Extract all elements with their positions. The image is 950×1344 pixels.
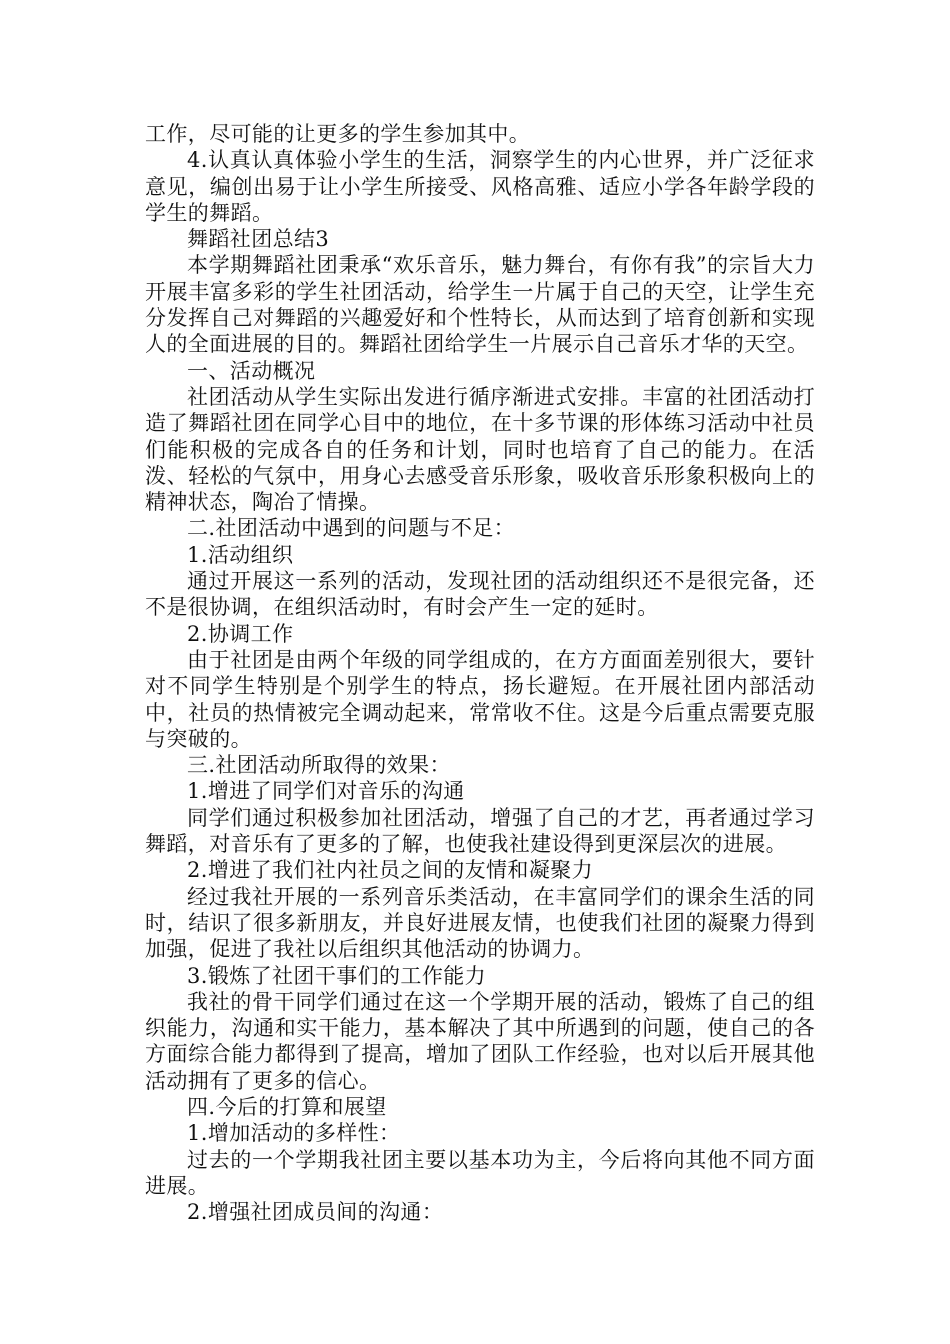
subheading-music-communication: 1.增进了同学们对音乐的沟通 (187, 779, 465, 804)
subheading-coordination: 2.协调工作 (187, 621, 294, 646)
paragraph-coordination: 由于社团是由两个年级的同学组成的，在方方面面差别很大，要针对不同学生特别是个别学生的特点，扬长避短。在开展社团内部活动中，社员的热情被完全调动起来，常常收不住。这是今后重点需要克服与突破的。 (145, 647, 815, 751)
paragraph-work-ability: 我社的骨干同学们通过在这一个学期开展的活动，锻炼了自己的组织能力，沟通和实干能力，基本解决了其中所遇到的问题，使自己的各方面综合能力都得到了提高，增加了团队工作经验，也对以后开展其他活动拥有了更多的信心。 (145, 989, 815, 1093)
paragraph-organization: 通过开展这一系列的活动，发现社团的活动组织还不是很完备，还不是很协调，在组织活动时，有时会产生一定的延时。 (145, 569, 815, 620)
subheading-friendship: 2.增进了我们社内社员之间的友情和凝聚力 (187, 858, 594, 883)
heading-problems: 二.社团活动中遇到的问题与不足： (187, 516, 516, 541)
paragraph-point-4: 4.认真认真体验小学生的生活，洞察学生的内心世界，并广泛征求意见，编创出易于让小学生所接受、风格高雅、适应小学各年龄学段的学生的舞蹈。 (145, 148, 815, 225)
paragraph-overview: 社团活动从学生实际出发进行循序渐进式安排。丰富的社团活动打造了舞蹈社团在同学心目中的地位，在十多节课的形体练习活动中社员们能积极的完成各自的任务和计划，同时也培育了自己的能力。在活泼、轻松的气氛中，用身心去感受音乐形象，吸收音乐形象积极向上的精神状态，陶冶了情操。 (145, 384, 815, 515)
heading-future-plans: 四.今后的打算和展望 (187, 1094, 387, 1119)
subheading-activity-organization: 1.活动组织 (187, 542, 294, 567)
section-title: 舞蹈社团总结3 (187, 227, 330, 252)
paragraph-intro: 本学期舞蹈社团秉承“欢乐音乐，魅力舞台，有你有我”的宗旨大力开展丰富多彩的学生社团活动，给学生一片属于自己的天空，让学生充分发挥自己对舞蹈的兴趣爱好和个性特长，从而达到了培育创新和实现人的全面进展的目的。舞蹈社团给学生一片展示自己音乐才华的天空。 (145, 253, 815, 357)
paragraph-continuation: 工作，尽可能的让更多的学生参加其中。 (145, 122, 531, 146)
subheading-member-communication: 2.增强社团成员间的沟通： (187, 1200, 444, 1225)
document-body (145, 121, 815, 1225)
paragraph-diversity: 过去的一个学期我社团主要以基本功为主，今后将向其他不同方面进展。 (145, 1147, 815, 1198)
paragraph-music-communication: 同学们通过积极参加社团活动，增强了自己的才艺，再者通过学习舞蹈，对音乐有了更多的了解，也使我社建设得到更深层次的进展。 (145, 805, 815, 857)
heading-effects: 三.社团活动所取得的效果： (187, 753, 451, 778)
subheading-work-ability: 3.锻炼了社团干事们的工作能力 (187, 963, 487, 988)
heading-activity-overview: 一、活动概况 (187, 358, 316, 383)
subheading-diversity: 1.增加活动的多样性： (187, 1121, 401, 1146)
paragraph-friendship: 经过我社开展的一系列音乐类活动，在丰富同学们的课余生活的同时，结识了很多新朋友，并良好进展友情，也使我们社团的凝聚力得到加强，促进了我社以后组织其他活动的协调力。 (145, 884, 815, 962)
